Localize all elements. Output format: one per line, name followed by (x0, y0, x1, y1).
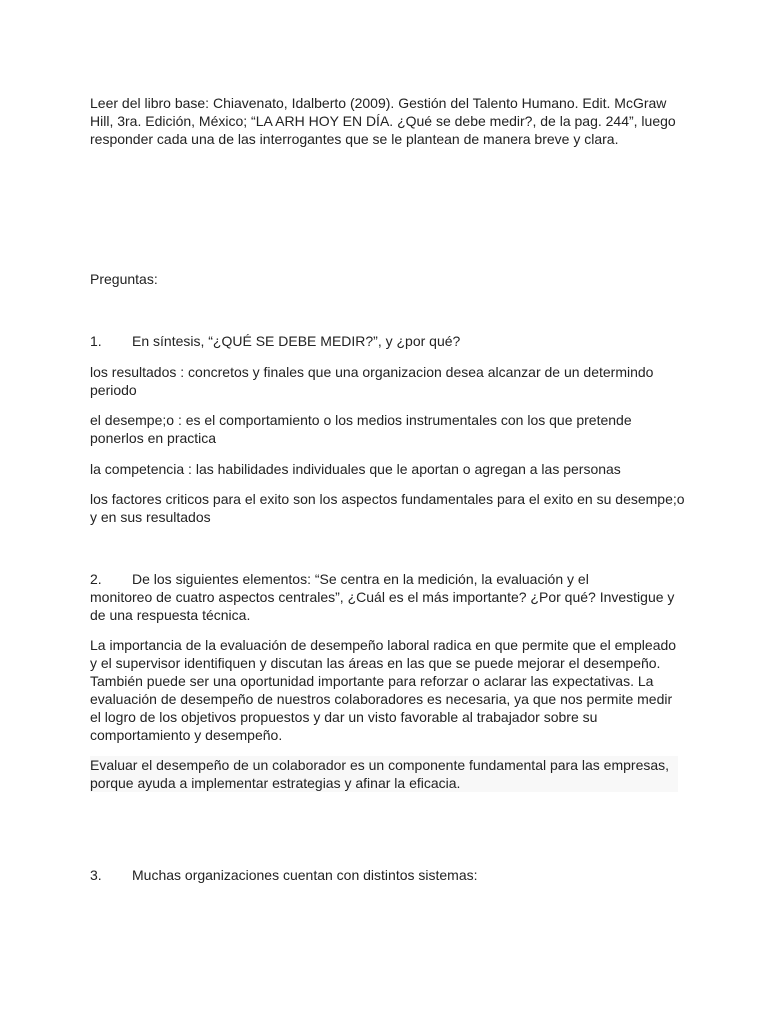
question-3-text: Muchas organizaciones cuentan con distintos sistemas: (132, 867, 478, 883)
question-2-text-line1: De los siguientes elementos: “Se centra en la medición, la evaluación y el (132, 571, 589, 587)
question-3-number: 3. (90, 867, 102, 883)
question-2 (90, 570, 680, 624)
preguntas-heading: Preguntas: (90, 271, 158, 287)
question-1 (90, 332, 680, 350)
answer-2-paragraph-2: Evaluar el desempeño de un colaborador es un componente fundamental para las empresas, porque ayuda a implementar estrategias y afinar la eficacia. (90, 756, 678, 792)
question-1-text: En síntesis, “¿QUÉ SE DEBE MEDIR?”, y ¿por qué? (132, 333, 461, 349)
question-2-text-rest: monitoreo de cuatro aspectos centrales”, ¿Cuál es el más importante? ¿Por qué? Investigue y de una respuesta técnica. (90, 589, 675, 623)
answer-1-competencia: la competencia : las habilidades individuales que le aportan o agregan a las personas (90, 461, 621, 477)
answer-1-resultados: los resultados : concretos y finales que una organizacion desea alcanzar de un determindo periodo (90, 364, 654, 398)
question-1-number: 1. (90, 333, 102, 349)
intro-paragraph: Leer del libro base: Chiavenato, Idalberto (2009). Gestión del Talento Humano. Edit. McGraw Hill, 3ra. Edición, México; “LA ARH HOY EN DÍA. ¿Qué se debe medir?, de la pag. 244”, luego responder cada una de las interrogantes que se le plantean de manera breve y clara. (90, 95, 676, 147)
question-2-number: 2. (90, 571, 102, 587)
answer-1-desempeno: el desempe;o : es el comportamiento o los medios instrumentales con los que pretende ponerlos en practica (90, 412, 632, 446)
question-3 (90, 866, 680, 884)
answer-2-paragraph-1: La importancia de la evaluación de desempeño laboral radica en que permite que el empleado y el supervisor identifiquen y discutan las áreas en las que se puede mejorar el desempeño. También puede ser una oportunidad importante para reforzar o aclarar las expectativas. La evaluación de desempeño de nuestros colaboradores es necesaria, ya que nos permite medir el logro de los objetivos propuestos y dar un visto favorable al trabajador sobre su comportamiento y desempeño. (90, 637, 677, 743)
answer-1-factores: los factores criticos para el exito son los aspectos fundamentales para el exito en su desempe;o y en sus resultados (90, 491, 685, 525)
